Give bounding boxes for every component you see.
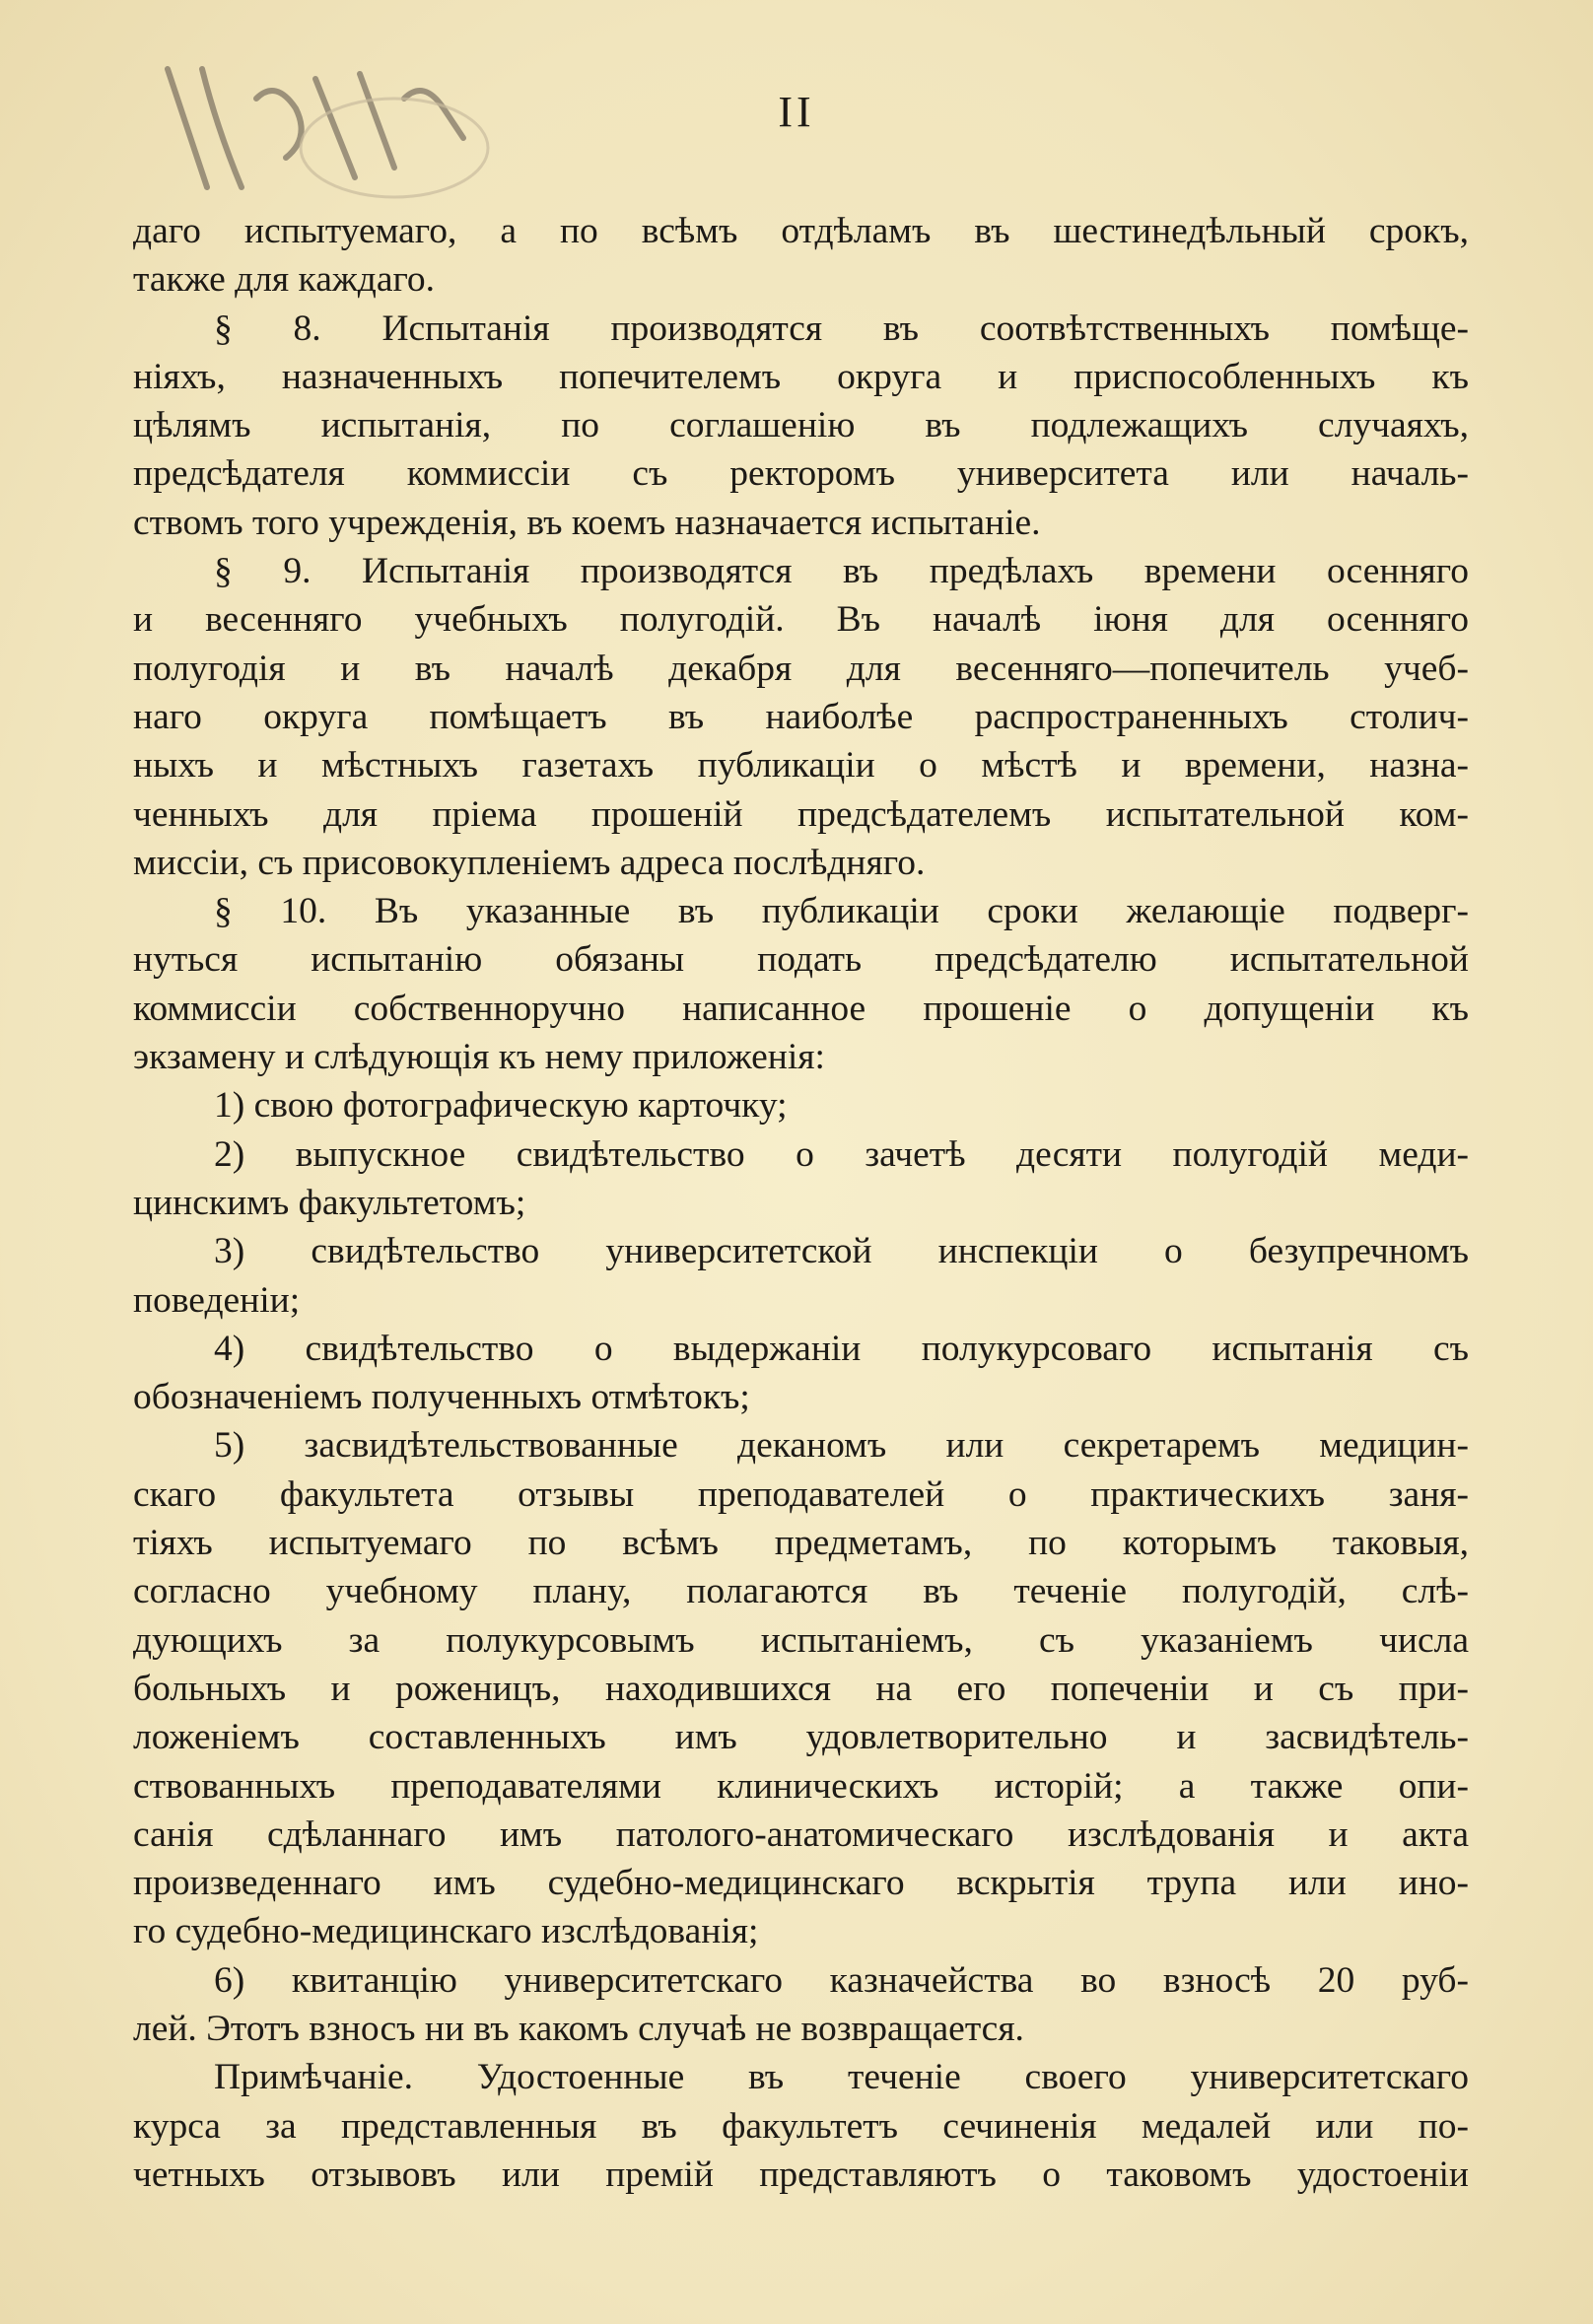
text-line: 2) выпускное свидѣтельство о зачетѣ десяти полугодій меди- — [214, 1133, 1469, 1175]
text-line: даго испытуемаго, а по всѣмъ отдѣламъ въ шестинедѣльный срокъ, — [133, 211, 1469, 251]
text-line: цѣлямъ испытанія, по соглашенію въ подлежащихъ случаяхъ, — [133, 405, 1469, 446]
text-line: дующихъ за полукурсовымъ испытаніемъ, съ указаніемъ числа — [133, 1619, 1469, 1661]
text-line: ченныхъ для пріема прошеній предсѣдателемъ испытательной ком- — [133, 793, 1469, 835]
text-line: § 8. Испытанія производятся въ соотвѣтственныхъ помѣще- — [214, 308, 1469, 349]
text-line: 1) свою фотографическую карточку; — [214, 1085, 788, 1127]
text-line: миссіи, съ присовокупленіемъ адреса послѣдняго. — [133, 842, 926, 883]
text-line: экзамену и слѣдующія къ нему приложенія: — [133, 1037, 825, 1078]
text-line: 4) свидѣтельство о выдержаніи полукурсоваго испытанія съ — [214, 1328, 1469, 1369]
text-line: полугодія и въ началѣ декабря для весенняго—попечитель учеб- — [133, 648, 1469, 689]
text-line: 3) свидѣтельство университетской инспекціи о безупречномъ — [214, 1231, 1469, 1272]
text-line: четныхъ отзывовъ или премій представляютъ о таковомъ удостоеніи — [133, 2153, 1469, 2195]
text-line: коммиссіи собственноручно написанное прошеніе о допущеніи къ — [133, 988, 1469, 1029]
text-line: предсѣдателя коммиссіи съ ректоромъ университета или началь- — [133, 453, 1469, 495]
text-line: 5) засвидѣтельствованные деканомъ или секретаремъ медицин- — [214, 1425, 1469, 1467]
text-line: больныхъ и роженицъ, находившихся на его попеченіи и съ при- — [133, 1668, 1469, 1709]
text-line: согласно учебному плану, полагаются въ теченіе полугодій, слѣ- — [133, 1571, 1469, 1612]
text-line: ствованныхъ преподавателями клиническихъ исторій; а также опи- — [133, 1765, 1469, 1807]
text-line: произведеннаго имъ судебно-медицинскаго вскрытія трупа или ино- — [133, 1863, 1469, 1904]
text-line: курса за представленныя въ факультетъ сечиненія медалей или по- — [133, 2105, 1469, 2147]
text-line: цинскимъ факультетомъ; — [133, 1182, 526, 1223]
text-line: ствомъ того учрежденія, въ коемъ назначается испытаніе. — [133, 502, 1041, 543]
text-line: лей. Этотъ взносъ ни въ какомъ случаѣ не возвращается. — [133, 2008, 1024, 2049]
text-line: § 9. Испытанія производятся въ предѣлахъ времени осенняго — [214, 551, 1469, 592]
text-line: поведеніи; — [133, 1279, 301, 1321]
text-line: скаго факультета отзывы преподавателей о практическихъ заня- — [133, 1473, 1469, 1515]
text-line: также для каждаго. — [133, 259, 436, 301]
page-number: II — [778, 88, 815, 136]
text-line: и весенняго учебныхъ полугодій. Въ началѣ іюня для осенняго — [133, 599, 1469, 641]
text-line: Примѣчаніе. Удостоенные въ теченіе своего университетскаго — [214, 2057, 1469, 2098]
text-line: наго округа помѣщаетъ въ наиболѣе распространенныхъ столич- — [133, 696, 1469, 737]
text-line: § 10. Въ указанные въ публикаціи сроки желающіе подверг- — [214, 891, 1469, 932]
text-line: тіяхъ испытуемаго по всѣмъ предметамъ, по которымъ таковыя, — [133, 1523, 1469, 1564]
text-line: нуться испытанію обязаны подать предсѣдателю испытательной — [133, 939, 1469, 981]
text-line: ныхъ и мѣстныхъ газетахъ публикаціи о мѣстѣ и времени, назна- — [133, 745, 1469, 786]
body-text — [133, 207, 1469, 2199]
text-line: ніяхъ, назначенныхъ попечителемъ округа и приспособленныхъ къ — [133, 356, 1469, 397]
text-line: го судебно-медицинскаго изслѣдованія; — [133, 1911, 759, 1952]
text-line: 6) квитанцію университетскаго казначейства во взносѣ 20 руб- — [214, 1959, 1469, 2001]
text-line: ложеніемъ составленныхъ имъ удовлетворительно и засвидѣтель- — [133, 1717, 1469, 1758]
text-line: обозначеніемъ полученныхъ отмѣтокъ; — [133, 1377, 750, 1418]
text-line: санія сдѣланнаго имъ патолого-анатомическаго изслѣдованія и акта — [133, 1813, 1469, 1855]
